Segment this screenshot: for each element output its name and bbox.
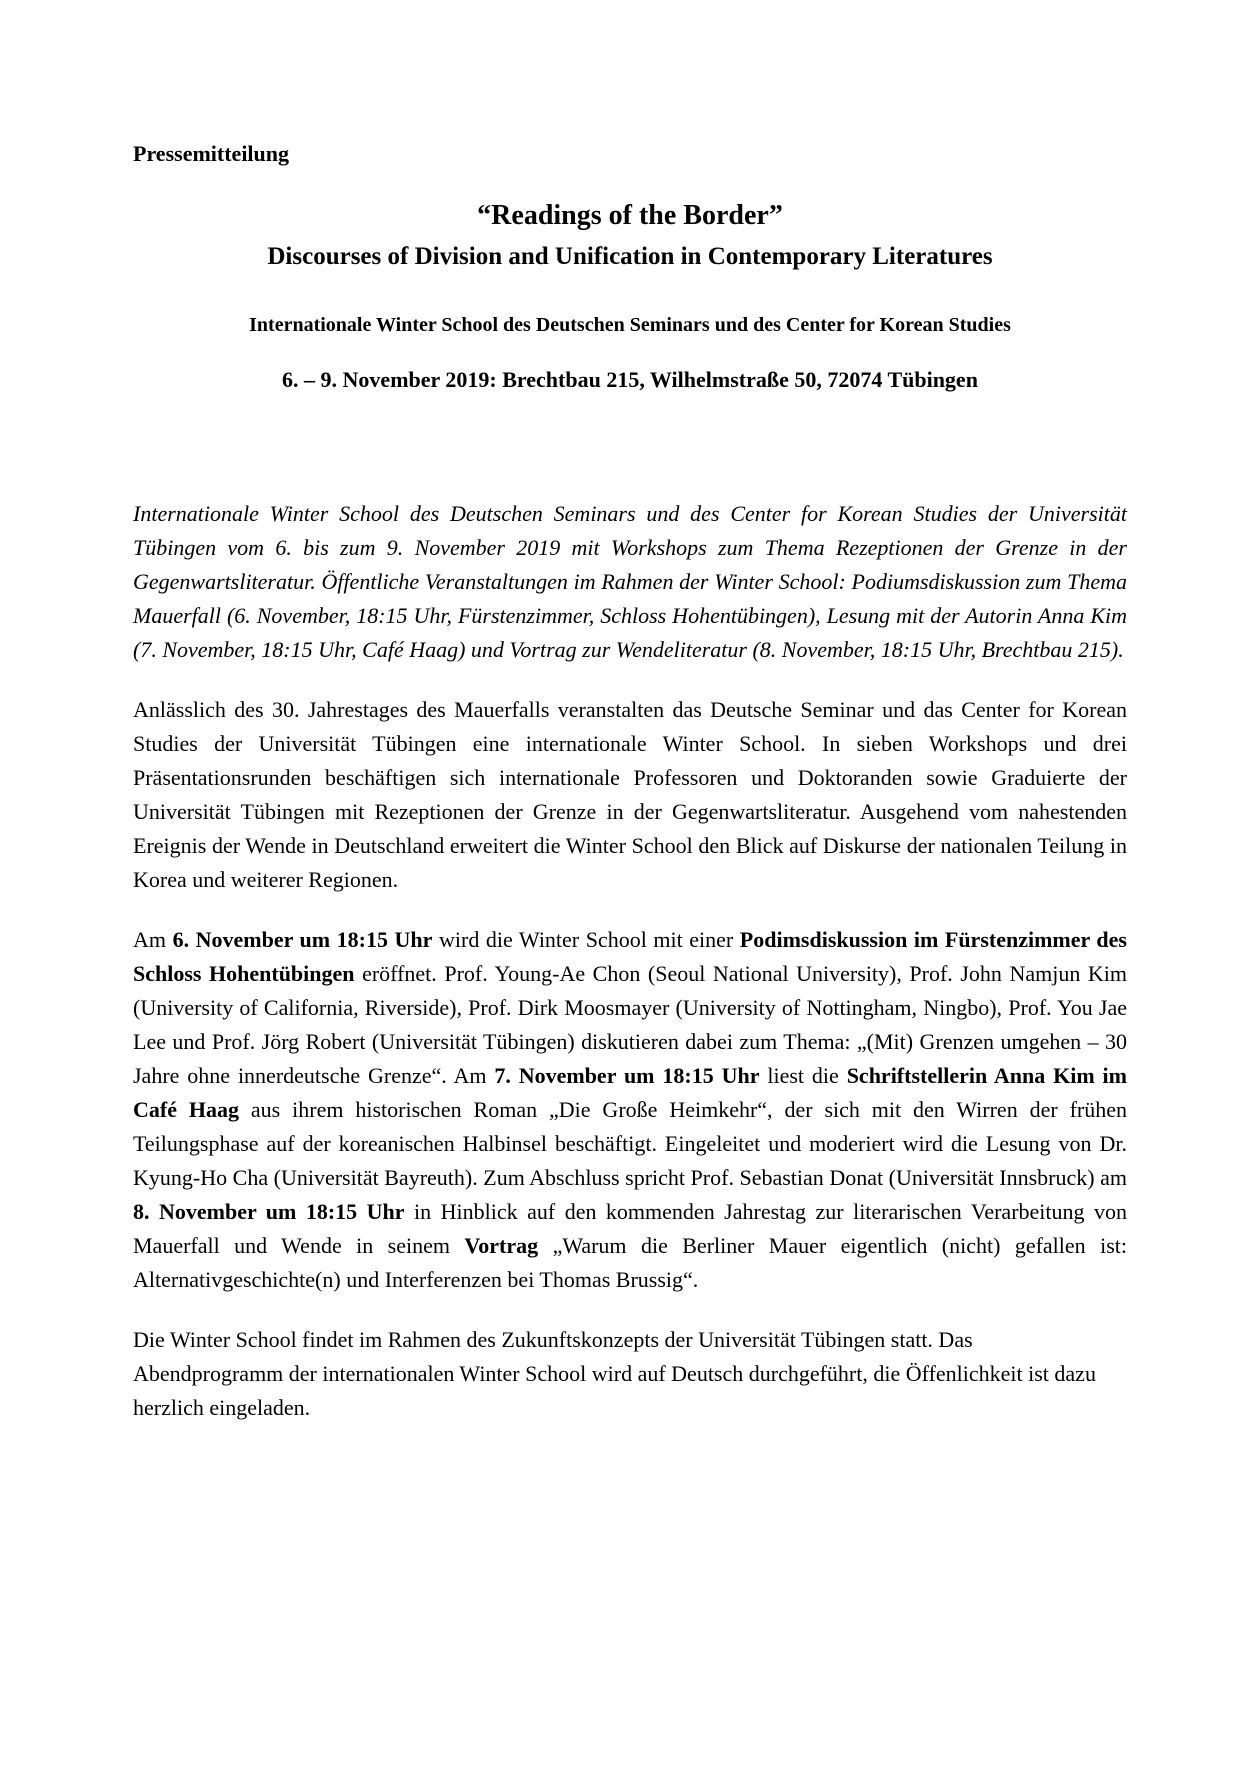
bold-text-run: Schriftstellerin Anna Kim im Café Haag (133, 1063, 1127, 1122)
events-detail-paragraph (133, 923, 1127, 1297)
kicker-pressemitteilung: Pressemitteilung (133, 141, 290, 166)
text-run: „Warum die Berliner Mauer eigentlich (nicht) gefallen ist: Alternativgeschichte(n) und Interferenzen bei Thomas Brussig“. (133, 1233, 1127, 1292)
text-run: wird die Winter School mit einer (432, 927, 740, 952)
bold-text-run: Vortrag (464, 1233, 539, 1258)
bold-text-run: Podimsdiskussion im Fürstenzimmer des Schloss Hohentübingen (133, 927, 1127, 986)
date-location-line: 6. – 9. November 2019: Brechtbau 215, Wilhelmstraße 50, 72074 Tübingen (282, 367, 978, 392)
text-run: aus ihrem historischen Roman „Die Große Heimkehr“, der sich mit den Wirren der frühen Teilungsphase auf der koreanischen Halbinsel beschäftigt. Eingeleitet und moderiert wird die Lesung von Dr. Kyung-Ho Cha (Universität Bayreuth). Zum Abschluss spricht Prof. Sebastian Donat (Universität Innsbruck) am (133, 1097, 1128, 1190)
bold-text-run: 7. November um 18:15 Uhr (494, 1063, 760, 1088)
text-run: in Hinblick auf den kommenden Jahrestag zur literarischen Verarbeitung von Mauerfall und Wende in seinem (133, 1199, 1127, 1258)
text-run: eröffnet. Prof. Young-Ae Chon (Seoul National University), Prof. John Namjun Kim (University of California, Riverside), Prof. Dirk Moosmayer (University of Nottingham, Ningbo), Prof. You Jae Lee und Prof. Jörg Robert (Universität Tübingen) diskutieren dabei zum Thema: „(Mit) Grenzen umgehen – 30 Jahre ohne innerdeutsche Grenze“. Am (133, 961, 1127, 1088)
overview-paragraph: Anlässlich des 30. Jahrestages des Mauerfalls veranstalten das Deutsche Seminar und das Center for Korean Studies der Universität Tübingen eine internationale Winter School. In sieben Workshops und drei Präsentationsrunden beschäftigen sich internationale Professoren und Doktoranden sowie Graduierte der Universität Tübingen mit Rezeptionen der Grenze in der Gegenwartsliteratur. Ausgehend vom nahestenden Ereignis der Wende in Deutschland erweitert die Winter School den Blick auf Diskurse der nationalen Teilung in Korea und weiterer Regionen. (133, 697, 1127, 892)
bold-text-run: 8. November um 18:15 Uhr (133, 1199, 405, 1224)
bold-text-run: 6. November um 18:15 Uhr (172, 927, 433, 952)
page-title: “Readings of the Border” (477, 200, 783, 231)
page-subtitle: Discourses of Division and Unification in Contemporary Literatures (267, 243, 993, 270)
text-run: liest die (759, 1063, 847, 1088)
text-run: Am (133, 927, 173, 952)
lead-summary-paragraph: Internationale Winter School des Deutschen Seminars und des Center for Korean Studies der Universität Tübingen vom 6. bis zum 9. November 2019 mit Workshops zum Thema Rezeptionen der Grenze in der Gegenwartsliteratur. Öffentliche Veranstaltungen im Rahmen der Winter School: Podiumsdiskussion zum Thema Mauerfall (6. November, 18:15 Uhr, Fürstenzimmer, Schloss Hohentübingen), Lesung mit der Autorin Anna Kim (7. November, 18:15 Uhr, Café Haag) und Vortrag zur Wendeliteratur (8. November, 18:15 Uhr, Brechtbau 215). (133, 501, 1127, 662)
event-organizer-line: Internationale Winter School des Deutschen Seminars und des Center for Korean Studies (249, 314, 1011, 336)
closing-paragraph: Die Winter School findet im Rahmen des Zukunftskonzepts der Universität Tübingen statt. Das Abendprogramm der internationalen Winter School wird auf Deutsch durchgeführt, die Öffenlichkeit ist dazu herzlich eingeladen. (133, 1327, 1096, 1420)
